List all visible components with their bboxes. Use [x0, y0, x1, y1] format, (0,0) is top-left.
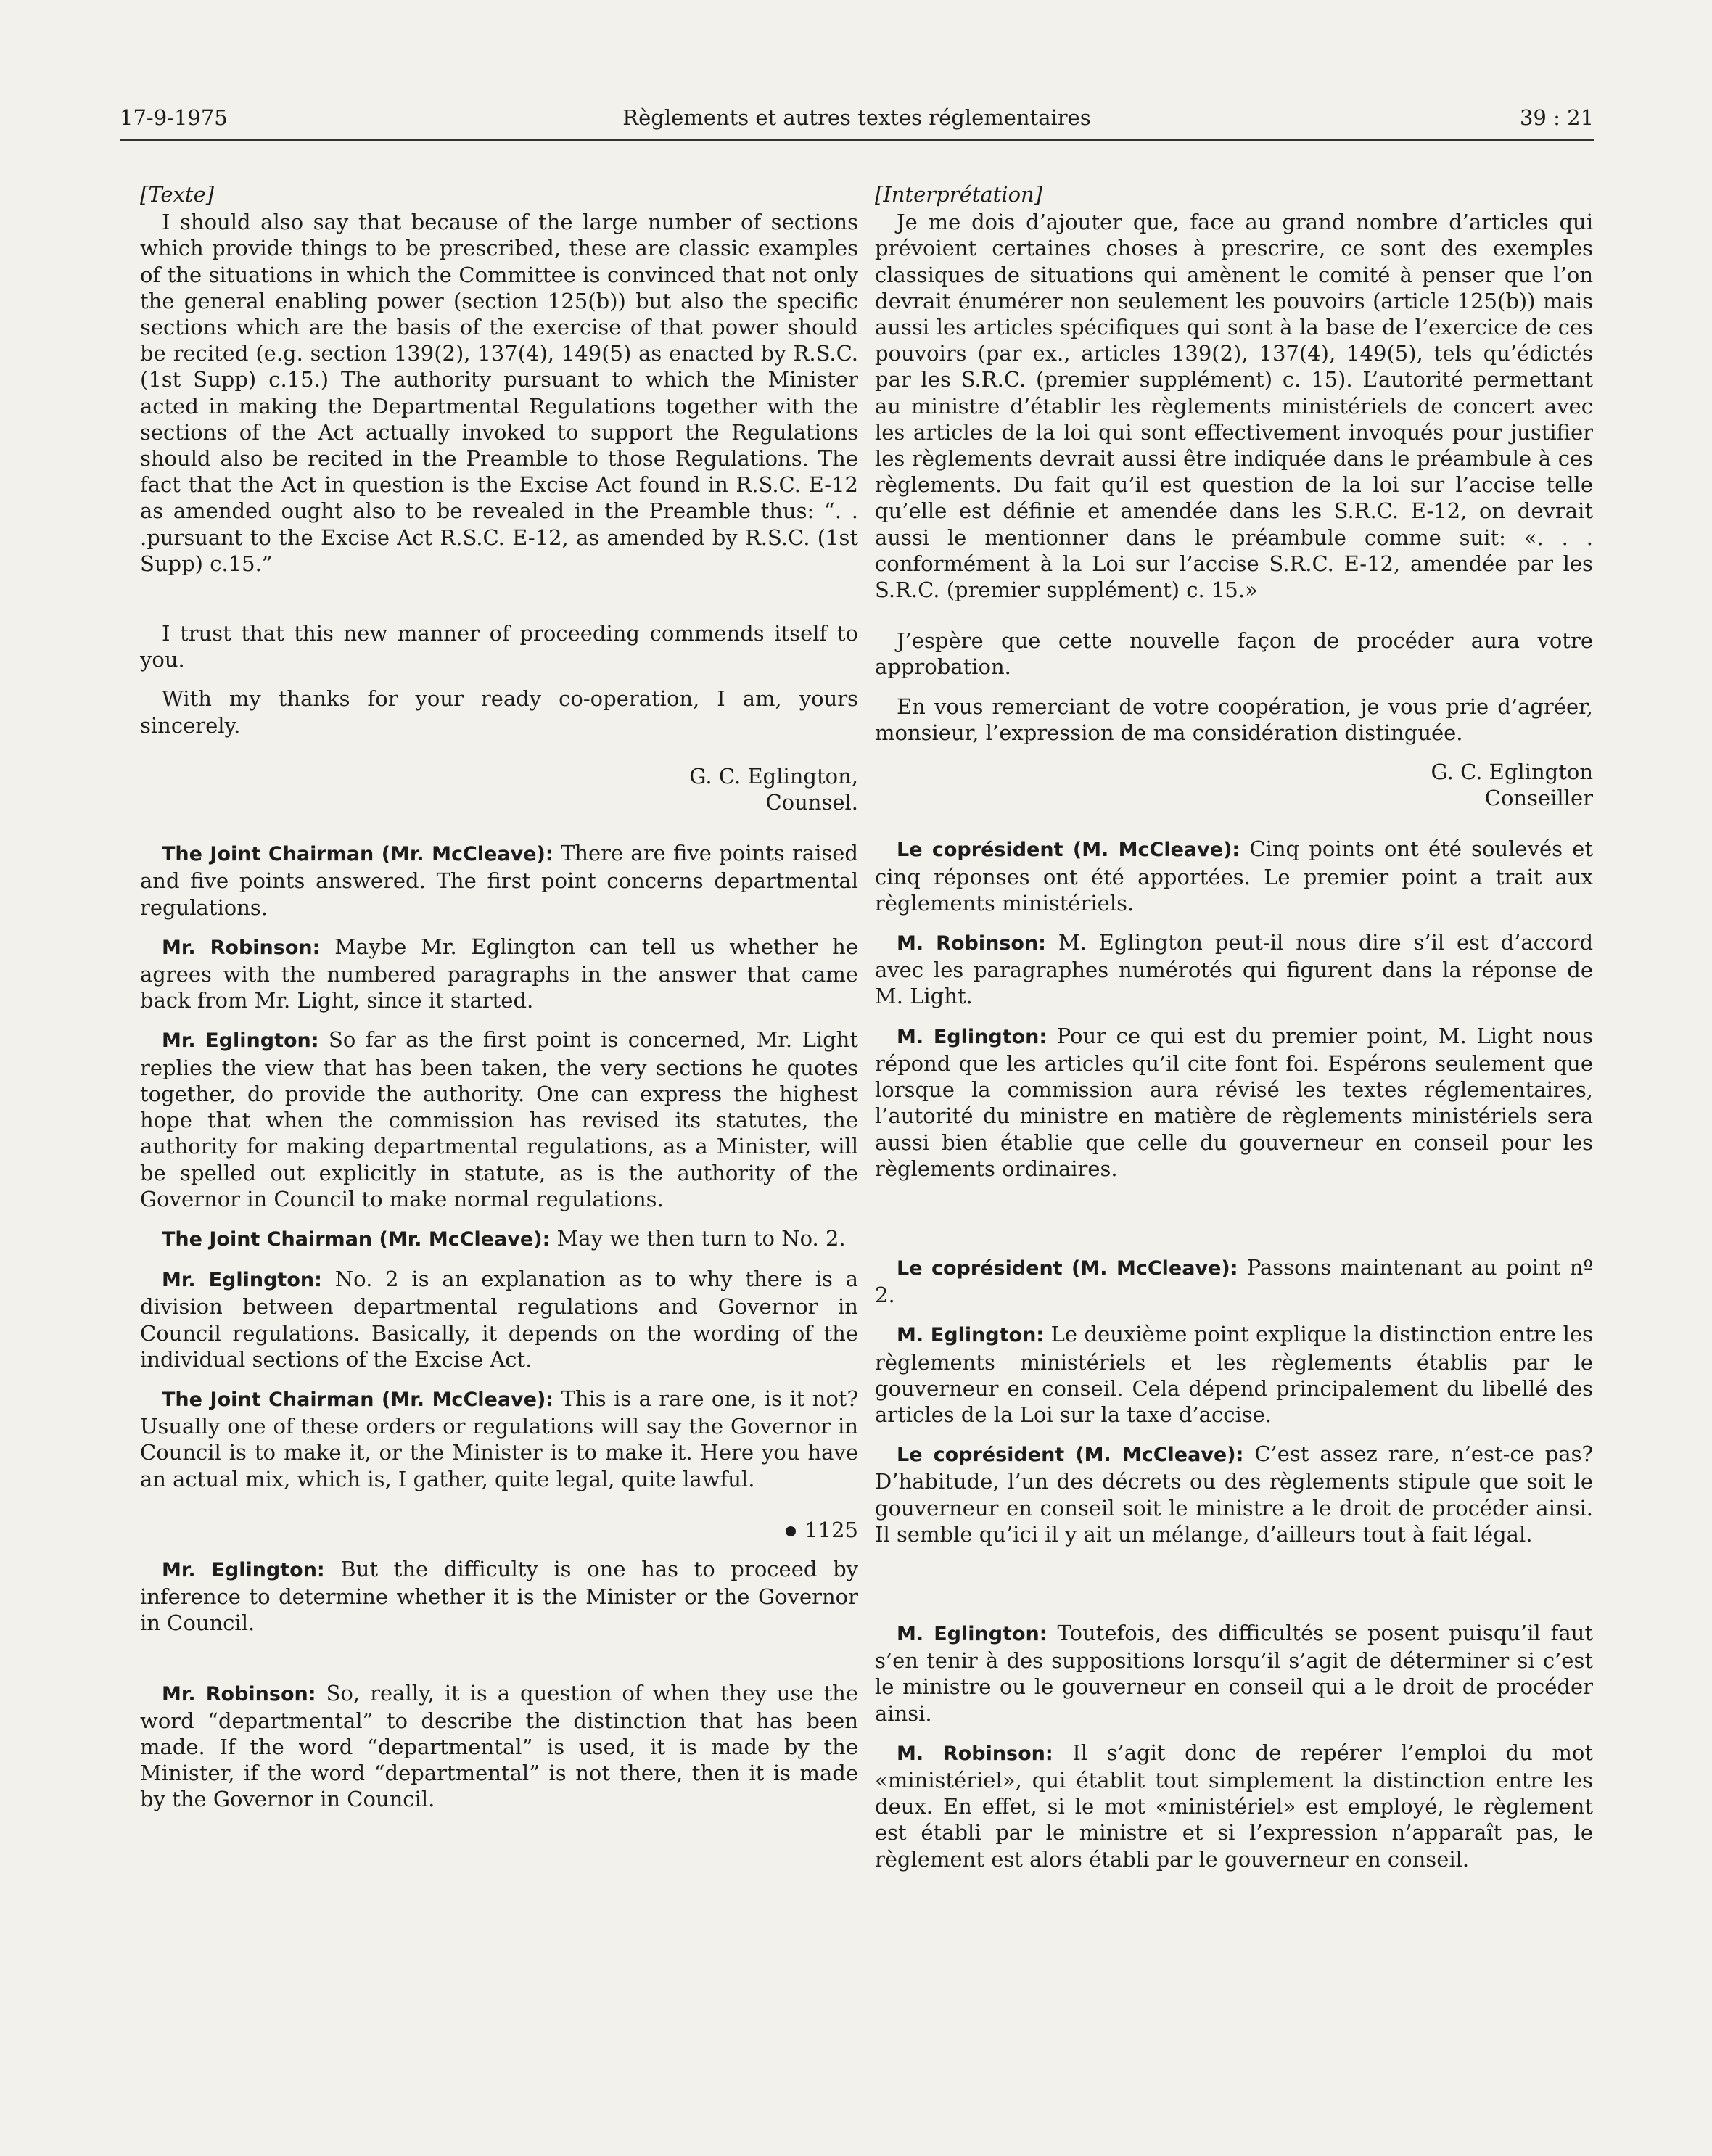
language-tag: [Texte] [140, 182, 215, 207]
speech-text: Il s’agit donc de repérer l’emploi du mot «ministériel», qui établit tout simplement la distinction entre les deux. En effet, si le mot «ministériel» est employé, le règlement est établi par le ministre et si l’expression n’apparaît pas, le règlement est alors établi par le gouverneur en conseil. [875, 1740, 1594, 1872]
letter-paragraph: With my thanks for your ready co-operation, I am, yours sincerely. [140, 686, 858, 738]
speaker-name: The Joint Chairman (Mr. McCleave): [162, 1227, 551, 1251]
header-title: Règlements et autres textes réglementaires [622, 105, 1091, 130]
speaker-name: The Joint Chairman (Mr. McCleave): [162, 1388, 554, 1411]
header-page-number: 39 : 21 [1519, 105, 1594, 130]
speaker-name: Le coprésident (M. McCleave): [897, 1256, 1238, 1280]
english-column [140, 181, 858, 1813]
speaker-exchange [140, 1386, 858, 1492]
speaker-exchange [875, 1321, 1593, 1428]
letter-paragraph: En vous remerciant de votre coopération, je vous prie d’agréer, monsieur, l’expression de ma considération distinguée. [875, 694, 1593, 745]
speaker-name: M. Robinson: [897, 1742, 1053, 1765]
speaker-exchange [875, 1740, 1593, 1872]
letter-paragraph: I trust that this new manner of proceeding commends itself to you. [140, 621, 858, 672]
speech-text: C’est assez rare, n’est-ce pas? D’habitude, l’un des décrets ou des règlements stipule que soit le gouverneur en conseil soit le ministre a le droit de procéder ainsi. Il semble qu’ici il y ait un mélange, d’ailleurs tout à fait légal. [875, 1441, 1594, 1547]
speech-text: But the difficulty is one has to proceed by inference to determine whether it is the Minister or the Governor in Council. [140, 1556, 859, 1636]
speaker-name: Mr. Robinson: [162, 1682, 316, 1706]
speaker-exchange [140, 1225, 858, 1253]
speaker-exchange [140, 840, 858, 921]
speaker-name: Mr. Eglington: [162, 1029, 319, 1053]
speaker-name: Mr. Eglington: [162, 1558, 325, 1581]
speech-text: No. 2 is an explanation as to why there is a division between departmental regulations and Governor in Council regulations. Basically, it depends on the wording of the individual sections of the Excise Act. [140, 1267, 859, 1372]
speaker-exchange [140, 1026, 858, 1211]
speaker-name: Le coprésident (M. McCleave): [897, 1444, 1244, 1467]
header-date: 17-9-1975 [120, 105, 228, 130]
speaker-name: Mr. Eglington: [162, 1269, 322, 1292]
time-marker [140, 1517, 858, 1543]
speech-text: So far as the first point is concerned, Mr. Light replies the view that has been taken, the very sections he quotes together, do provide the authority. One can express the highest hope that when the commission has revised its statutes, the authority for making departmental regulations, as a Minister, will be spelled out explicitly in statute, as is the authority of the Governor in Council to make normal regulations. [140, 1027, 859, 1211]
signature-name: G. C. Eglington, [689, 763, 858, 789]
speech-text: This is a rare one, is it not? Usually one of these orders or regulations will say the Governor in Council is to make it, or the Minister is to make it. Here you have an actual mix, which is, I gather, quite legal, quite lawful. [140, 1386, 859, 1491]
speech-text: May we then turn to No. 2. [556, 1225, 846, 1251]
speech-text: There are five points raised and five points answered. The first point concerns departmental regulations. [140, 841, 858, 920]
letter-paragraph: I should also say that because of the large number of sections which provide things to be prescribed, these are classic examples of the situations in which the Committee is convinced that not only the general enabling power (section 125(b)) but also the specific sections which are the basis of the exercise of that power should be recited (e.g. section 139(2), 137(4), 149(5) as enacted by R.S.C. (1st Supp) c.15.) The authority pursuant to which the Minister acted in making the Departmental Regulations together with the sections of the Act actually invoked to support the Regulations should also be recited in the Preamble to those Regulations. The fact that the Act in question is the Excise Act found in R.S.C. E-12 as amended ought also to be revealed in the Preamble thus: “. . .pursuant to the Excise Act R.S.C. E-12, as amended by R.S.C. (1st Supp) c.15.” [140, 210, 858, 576]
speaker-exchange [875, 1023, 1593, 1182]
speaker-name: Mr. Robinson: [162, 936, 321, 959]
speech-text: So, really, it is a question of when they use the word “departmental” to describe the distinction that has been made. If the word “departmental” is used, it is made by the Minister, if the word “departmental” is not there, then it is made by the Governor in Council. [140, 1680, 859, 1812]
speaker-exchange [140, 934, 858, 1014]
speaker-name: M. Robinson: [897, 932, 1046, 955]
speech-text: Pour ce qui est du premier point, M. Light nous répond que les articles qu’il cite font foi. Espérons seulement que lorsque la commission aura révisé les textes réglementaires, l’autorité du ministre en matière de règlements ministériels sera aussi bien établie que celle du gouverneur en conseil pour les règlements ordinaires. [875, 1023, 1593, 1181]
speaker-name: The Joint Chairman (Mr. McCleave): [162, 843, 553, 866]
letter-paragraph: Je me dois d’ajouter que, face au grand nombre d’articles qui prévoient certaines choses à prescrire, ce sont des exemples classiques de situations qui amènent le comité à penser que l’on devrait énumérer non seulement les pouvoirs (article 125(b)) mais aussi les articles spécifiques qui sont à la base de l’exercice de ces pouvoirs (par ex., articles 139(2), 137(4), 149(5), tels qu’édictés par les S.R.C. (premier supplément) c. 15). L’autorité permettant au ministre d’établir les règlements ministériels de concert avec les articles de la loi qui sont effectivement invoqués pour justifier les règlements devrait aussi être indiquée dans le préambule à ces règlements. Du fait qu’il est question de la loi sur l’accise telle qu’elle est définie et amendée dans les S.R.C. E-12, on devrait aussi le mentionner dans le préambule comme suit: «. . . conformément à la Loi sur l’accise S.R.C. E-12, amendée par les S.R.C. (premier supplément) c. 15.» [875, 210, 1593, 603]
speaker-exchange [875, 1620, 1593, 1727]
speaker-name: Le coprésident (M. McCleave): [897, 839, 1240, 862]
page-header [120, 102, 1594, 141]
language-tag: [Interprétation] [875, 182, 1043, 207]
speaker-exchange [140, 1266, 858, 1373]
speaker-exchange [875, 836, 1593, 916]
speech-text: M. Eglington peut-il nous dire s’il est d’accord avec les paragraphes numérotés qui figurent dans la réponse de M. Light. [875, 930, 1594, 1009]
speaker-exchange [140, 1680, 858, 1813]
speech-text: Passons maintenant au point nº 2. [875, 1254, 1594, 1308]
signature-title: Conseiller [1484, 786, 1593, 811]
speaker-exchange [140, 1556, 858, 1637]
french-column [875, 181, 1593, 1872]
speaker-name: M. Eglington: [897, 1324, 1045, 1347]
speaker-name: M. Eglington: [897, 1622, 1048, 1645]
speech-text: Maybe Mr. Eglington can tell us whether he agrees with the numbered paragraphs in the answer that came back from Mr. Light, since it started. [140, 934, 858, 1013]
letter-paragraph: J’espère que cette nouvelle façon de procéder aura votre approbation. [875, 628, 1593, 680]
speech-text: Toutefois, des difficultés se posent puisqu’il faut s’en tenir à des suppositions lorsqu’il s’agit de déterminer si c’est le ministre ou le gouverneur en conseil qui a le droit de procéder ainsi. [875, 1620, 1593, 1726]
speaker-exchange [875, 1441, 1593, 1547]
bullet-icon [786, 1526, 796, 1536]
speaker-exchange [875, 929, 1593, 1010]
speaker-exchange [875, 1254, 1593, 1308]
speech-text: Cinq points ont été soulevés et cinq réponses ont été apportées. Le premier point a trait aux règlements ministériels. [875, 836, 1593, 916]
signature-name: G. C. Eglington [1431, 760, 1593, 785]
speaker-name: M. Eglington: [897, 1025, 1048, 1048]
speech-text: Le deuxième point explique la distinction entre les règlements ministériels et les règlements établis par le gouverneur en conseil. Cela dépend principalement du libellé des articles de la Loi sur la taxe d’accise. [875, 1322, 1593, 1427]
time-marker-text: 1125 [804, 1517, 858, 1542]
signature-title: Counsel. [765, 790, 858, 815]
